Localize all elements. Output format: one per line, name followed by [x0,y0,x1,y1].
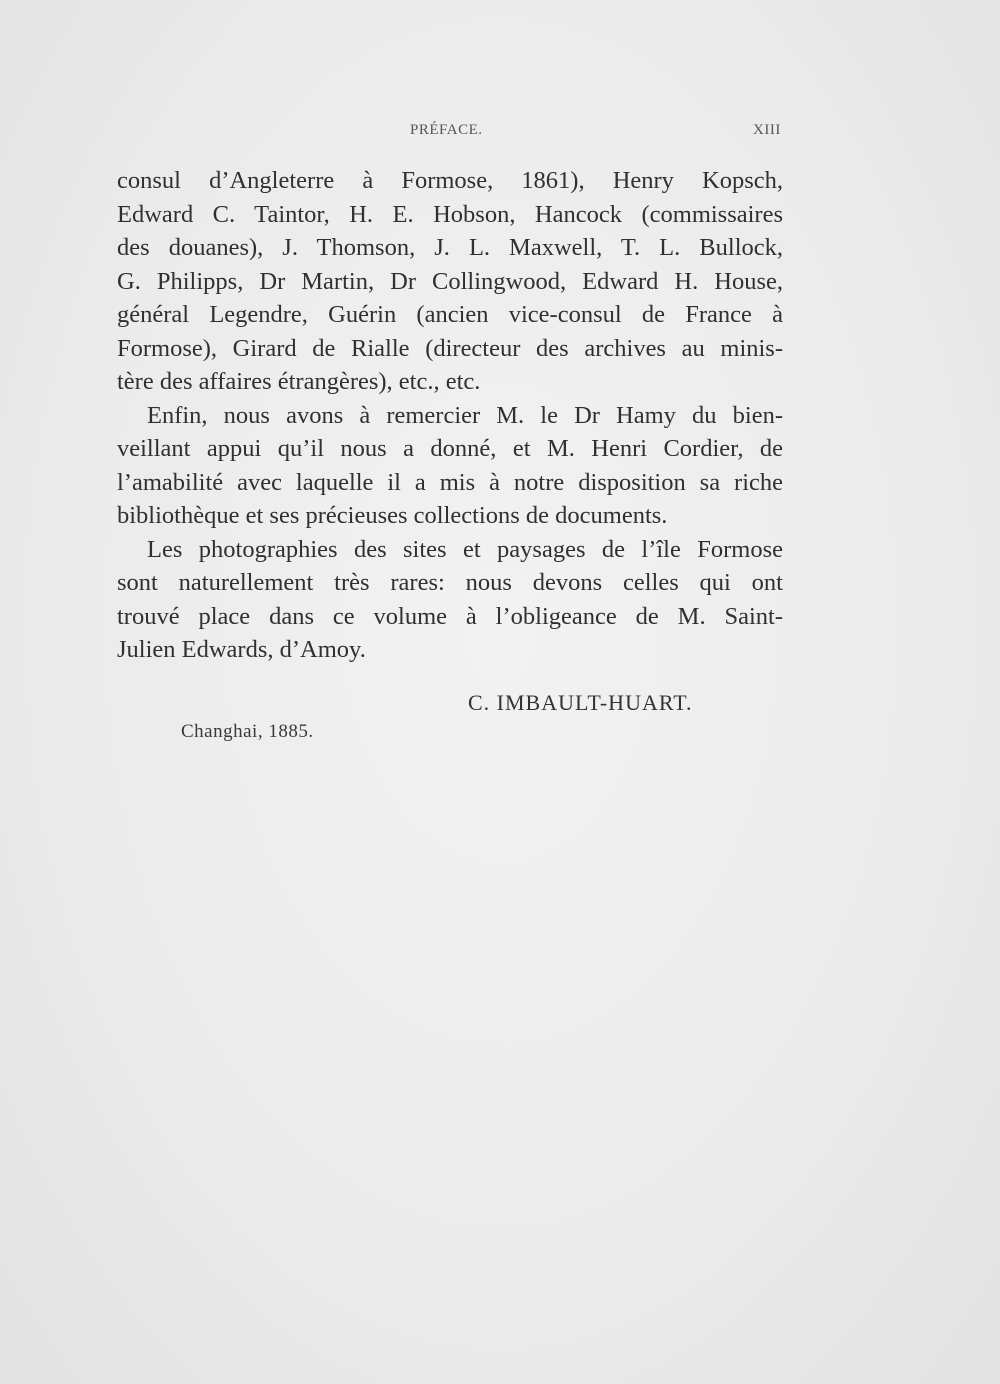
text-line: tère des affaires étrangères), etc., etc. [117,368,481,395]
text-line: veillant appui qu’il nous a donné, et M. Henri Cordier, de [117,435,783,462]
text-line: l’amabilité avec laquelle il a mis à notre disposition sa riche [117,468,783,496]
text-line: des douanes), J. Thomson, J. L. Maxwell, T. L. Bullock, [117,234,783,261]
place-and-date: Changhai, 1885. [181,721,314,742]
author-signature: C. IMBAULT-HUART. [468,690,693,715]
running-header [0,122,1000,146]
text-line: bibliothèque et ses précieuses collections de documents. [117,502,668,529]
text-line: Julien Edwards, d’Amoy. [117,636,366,663]
text-line: consul d’Angleterre à Formose, 1861), Henry Kopsch, [117,167,783,194]
page-number: XIII [753,122,781,138]
text-line: sont naturellement très rares: nous devons celles qui ont [117,569,783,596]
text-line: Enfin, nous avons à remercier M. le Dr Hamy du bien- [147,401,783,429]
preface-body [117,164,783,667]
text-line: Edward C. Taintor, H. E. Hobson, Hancock (commissaires [117,200,783,228]
text-line: général Legendre, Guérin (ancien vice-consul de France à [117,301,783,328]
text-line: trouvé place dans ce volume à l’obligeance de M. Saint- [117,602,783,630]
text-line: G. Philipps, Dr Martin, Dr Collingwood, Edward H. House, [117,267,783,295]
text-line: Les photographies des sites et paysages de l’île Formose [147,535,783,563]
running-title: PRÉFACE. [410,122,483,138]
text-line: Formose), Girard de Rialle (directeur des archives au minis- [117,334,783,362]
